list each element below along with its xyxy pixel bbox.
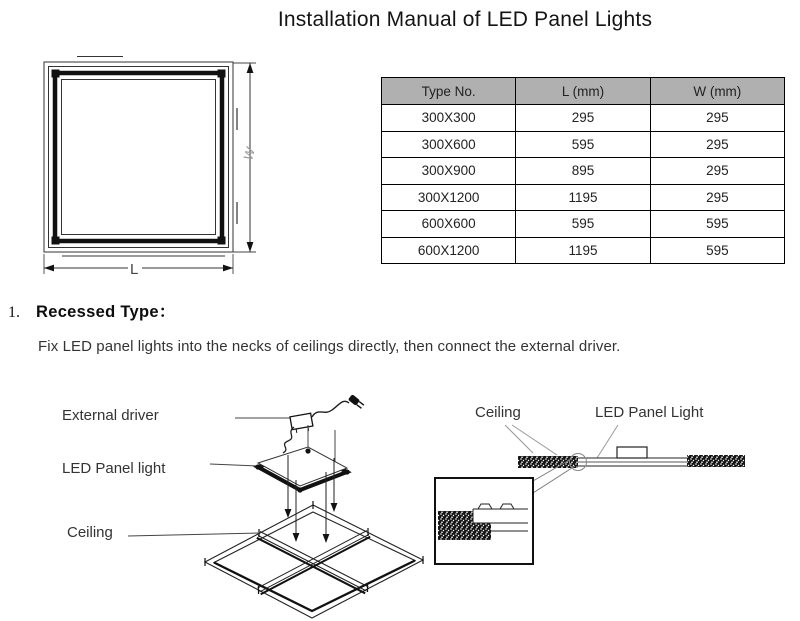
- spec-table-row: [382, 211, 785, 238]
- section-number: 1.: [8, 304, 20, 321]
- spec-table: [381, 77, 785, 264]
- isometric-installation-diagram: [110, 385, 450, 621]
- cross-section-diagram: [430, 423, 800, 590]
- spec-table-cell: 295: [650, 158, 784, 185]
- spec-table-cell: 300X300: [382, 105, 516, 132]
- spec-table-cell: 595: [516, 131, 650, 158]
- external-driver-label: External driver: [62, 407, 159, 424]
- spec-table-cell: 300X600: [382, 131, 516, 158]
- driver-box-shape: [290, 413, 314, 433]
- spec-table-header-cell: L (mm): [516, 78, 650, 105]
- spec-table-row: [382, 184, 785, 211]
- spec-table-cell: 1195: [516, 184, 650, 211]
- spec-table-cell: 295: [516, 105, 650, 132]
- spec-table-cell: 300X900: [382, 158, 516, 185]
- led-panel-light-label: LED Panel light: [62, 460, 166, 477]
- spec-table-cell: 295: [650, 105, 784, 132]
- width-dimension-label: W: [240, 146, 258, 162]
- led-panel-light-label-cross-section: LED Panel Light: [595, 404, 704, 421]
- spec-table-cell: 1195: [516, 237, 650, 264]
- spec-table-row: [382, 158, 785, 185]
- spec-table-cell: 595: [516, 211, 650, 238]
- spec-table-cell: 595: [650, 211, 784, 238]
- spec-table-cell: 600X1200: [382, 237, 516, 264]
- panel-dimension-drawing: [28, 50, 278, 285]
- section-body-text: Fix LED panel lights into the necks of ceilings directly, then connect the external driver.: [38, 338, 621, 355]
- section-title: Recessed Type：: [36, 303, 176, 321]
- section-heading: [8, 298, 176, 322]
- spec-table-cell: 600X600: [382, 211, 516, 238]
- spec-table-row: [382, 237, 785, 264]
- ceiling-hatch-right: [687, 455, 745, 467]
- spec-table-cell: 300X1200: [382, 184, 516, 211]
- spec-table-row: [382, 105, 785, 132]
- plug-icon: [348, 394, 365, 409]
- spec-table-header-row: [382, 78, 785, 105]
- ceiling-label: Ceiling: [67, 524, 113, 541]
- length-dimension-label: L: [130, 261, 139, 278]
- page-title: Installation Manual of LED Panel Lights: [277, 8, 653, 31]
- spec-table-body: [382, 105, 785, 264]
- spec-table-cell: 295: [650, 184, 784, 211]
- spec-table-row: [382, 131, 785, 158]
- ceiling-label-cross-section: Ceiling: [475, 404, 521, 421]
- spec-table-header-cell: Type No.: [382, 78, 516, 105]
- spec-table-cell: 595: [650, 237, 784, 264]
- spec-table-header-cell: W (mm): [650, 78, 784, 105]
- spec-table-cell: 895: [516, 158, 650, 185]
- spec-table-cell: 295: [650, 131, 784, 158]
